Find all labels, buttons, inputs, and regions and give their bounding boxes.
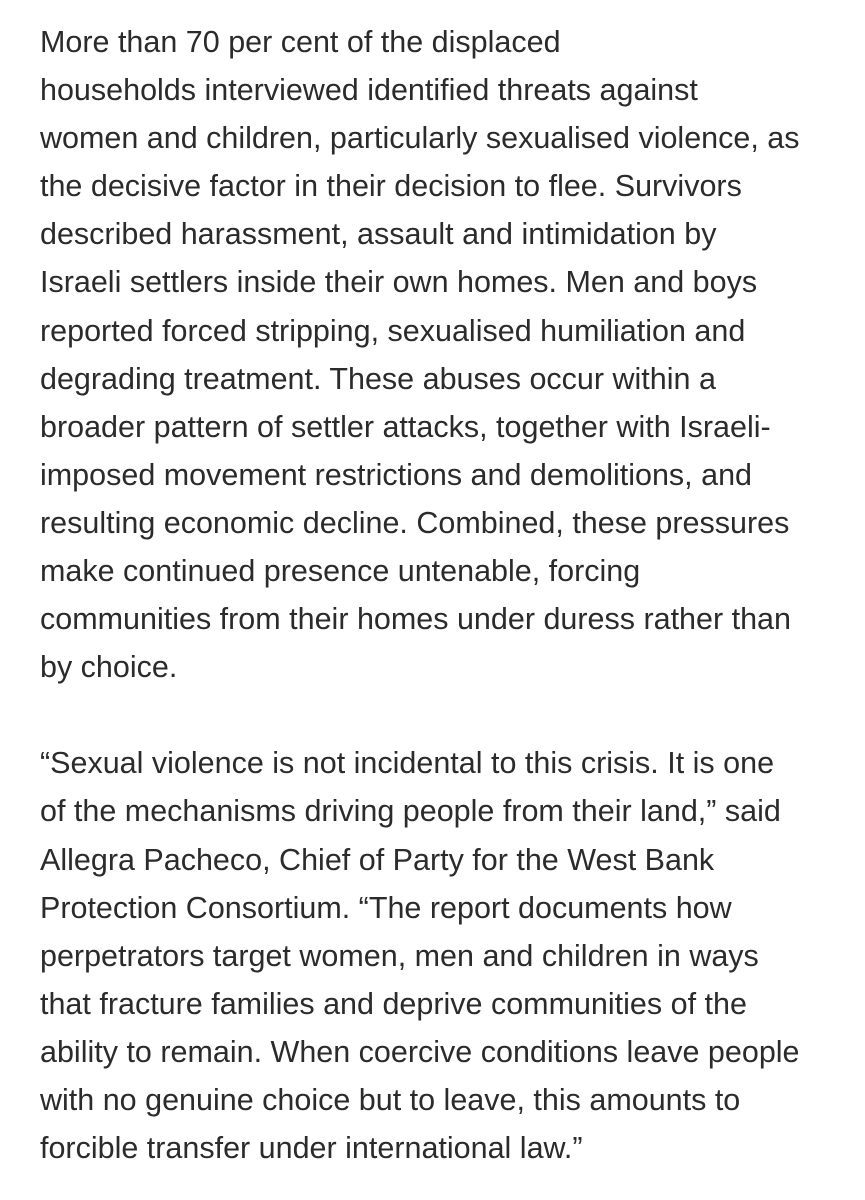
text-line: ability to remain. When coercive conditions leave people xyxy=(40,1034,800,1069)
text-line: imposed movement restrictions and demolitions, and xyxy=(40,457,753,492)
text-line: More than 70 per cent of the displaced xyxy=(40,25,561,59)
text-line: “Sexual violence is not incidental to this crisis. It is one xyxy=(40,746,775,781)
text-line: of the mechanisms driving people from their land,” said xyxy=(40,794,781,829)
text-line: households interviewed identified threats against xyxy=(40,73,698,108)
text-line: Allegra Pacheco, Chief of Party for the West Bank xyxy=(40,842,715,877)
paragraph-quote xyxy=(40,739,840,1172)
text-line: the decisive factor in their decision to flee. Survivors xyxy=(40,169,742,204)
text-line: forcible transfer under international law.” xyxy=(40,1131,583,1166)
text-line: make continued presence untenable, forcing xyxy=(40,554,641,589)
text-line: with no genuine choice but to leave, this amounts to xyxy=(40,1082,741,1117)
text-line: communities from their homes under duress rather than xyxy=(40,602,791,637)
text-line: resulting economic decline. Combined, these pressures xyxy=(40,505,790,540)
text-line: perpetrators target women, men and children in ways xyxy=(40,938,759,973)
text-line: that fracture families and deprive communities of the xyxy=(40,986,747,1021)
text-line: degrading treatment. These abuses occur within a xyxy=(40,361,716,396)
text-line: women and children, particularly sexualised violence, as xyxy=(40,121,800,156)
text-line: broader pattern of settler attacks, together with Israeli- xyxy=(40,409,771,444)
paragraph-displacement-findings xyxy=(40,18,840,691)
text-line: by choice. xyxy=(40,650,178,685)
text-line: reported forced stripping, sexualised humiliation and xyxy=(40,313,746,348)
article-body xyxy=(40,18,840,1172)
text-line: Protection Consortium. “The report documents how xyxy=(40,890,732,925)
text-line: Israeli settlers inside their own homes. Men and boys xyxy=(40,265,758,300)
text-line: described harassment, assault and intimidation by xyxy=(40,217,717,252)
